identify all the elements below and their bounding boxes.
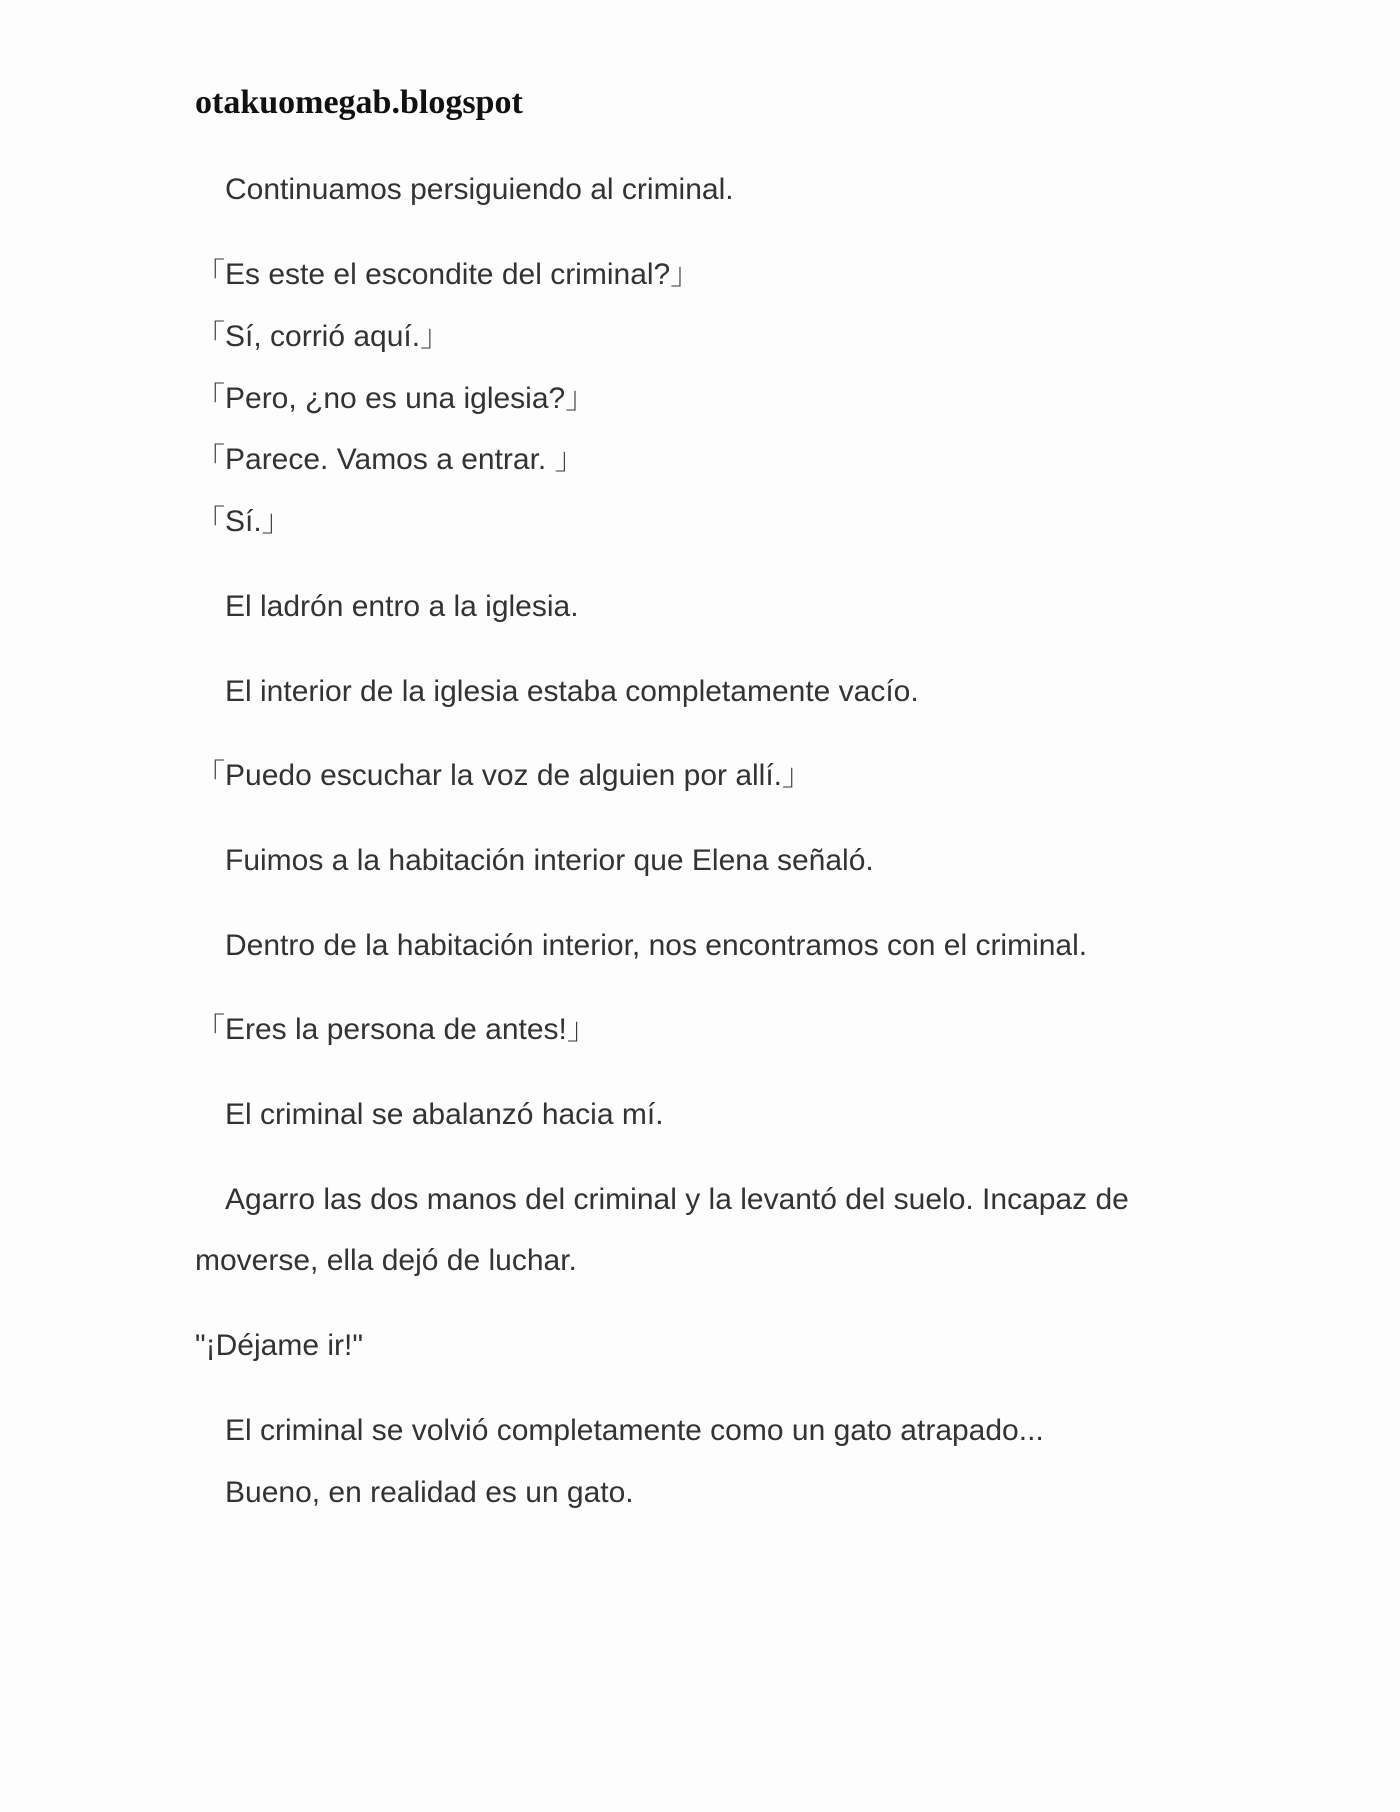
dialogue-line: 「Puedo escuchar la voz de alguien por allí.」 [195, 759, 813, 792]
dialogue-line: 「Es este el escondite del criminal?」 [195, 258, 701, 291]
text-line: Continuamos persiguiendo al criminal. [195, 173, 734, 206]
text-line: moverse, ella dejó de luchar. [195, 1244, 577, 1277]
text-line: El interior de la iglesia estaba completamente vacío. [195, 675, 919, 708]
text-line: Agarro las dos manos del criminal y la levantó del suelo. Incapaz de [195, 1183, 1129, 1216]
blog-header: otakuomegab.blogspot [195, 84, 523, 121]
text-line: El criminal se volvió completamente como un gato atrapado... [195, 1414, 1044, 1447]
dialogue-line: 「Pero, ¿no es una iglesia?」 [195, 382, 596, 415]
text-line: El ladrón entro a la iglesia. [195, 590, 579, 623]
text-line: El criminal se abalanzó hacia mí. [195, 1098, 664, 1131]
text-line: Bueno, en realidad es un gato. [195, 1476, 634, 1509]
dialogue-line: 「Parece. Vamos a entrar. 」 [195, 443, 585, 476]
dialogue-line: 「Sí, corrió aquí.」 [195, 320, 451, 353]
text-line: Dentro de la habitación interior, nos encontramos con el criminal. [195, 929, 1088, 962]
text-line: Fuimos a la habitación interior que Elena señaló. [195, 844, 874, 877]
dialogue-line: "¡Déjame ir!" [195, 1329, 363, 1362]
dialogue-line: 「Eres la persona de antes!」 [195, 1013, 597, 1046]
dialogue-line: 「Sí.」 [195, 505, 292, 538]
